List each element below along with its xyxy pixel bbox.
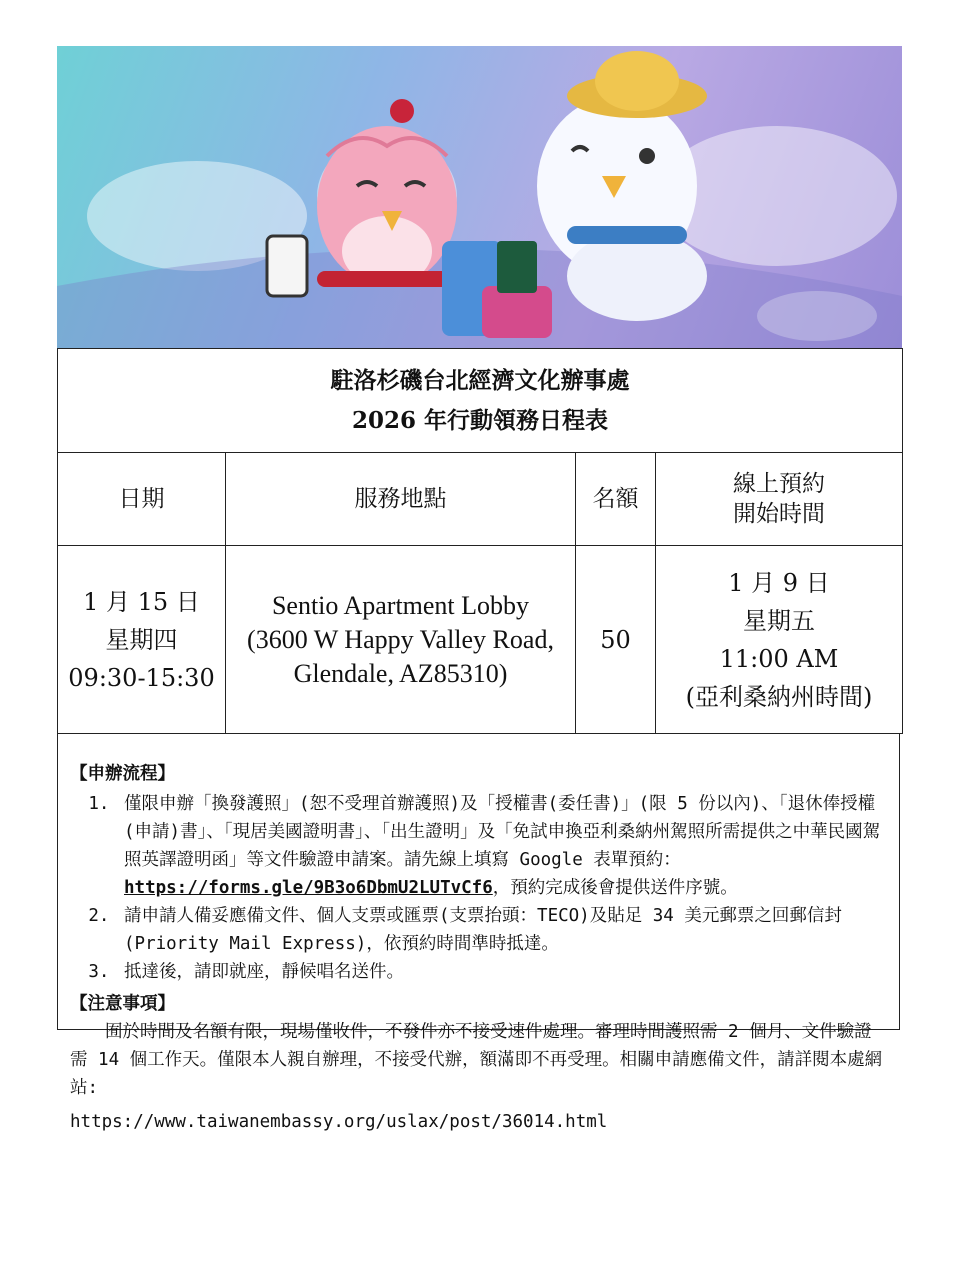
process-step-1 [120, 790, 887, 902]
process-step-3: 3. 抵達後，請即就座，靜候唱名送件。 [120, 958, 887, 986]
step1-tail: ，預約完成後會提供送件序號。 [492, 878, 738, 898]
place-name: Sentio Apartment Lobby [271, 590, 530, 620]
flyer [57, 46, 902, 1132]
col-booking-line2: 開始時間 [733, 501, 825, 527]
notes-section [57, 734, 900, 1132]
booking-weekday: 星期五 [743, 606, 815, 635]
office-name: 駐洛杉磯台北經濟文化辦事處 [330, 366, 630, 394]
date-time: 09:30-15:30 [68, 663, 215, 692]
place-address: (3600 W Happy Valley Road, [247, 624, 554, 654]
cell-booking [656, 546, 903, 734]
step1-text: 僅限申辦「換發護照」(恕不受理首辦護照)及「授權書(委任書)」(限 5 份以內)、「退休俸授權(申請)書」、「現居美國證明書」、「出生證明」及「免試申換亞利桑納州駕照所需提供之中華民國駕照英譯證明函」等文件驗證申請案。請先線上填寫 Google 表單預約： [124, 794, 881, 870]
banner-illustration [57, 46, 902, 348]
col-booking-line1: 線上預約 [733, 471, 825, 497]
booking-timezone: (亞利桑納州時間) [685, 682, 873, 711]
schedule-title: 2026 年行動領務日程表 [351, 406, 609, 434]
process-title: 【申辦流程】 [70, 764, 175, 784]
col-date: 日期 [58, 453, 226, 546]
process-steps [70, 790, 887, 986]
booking-time: 11:00 AM [719, 644, 839, 673]
notice-text: 囿於時間及名額有限，現場僅收件，不發件亦不接受速件處理。審理時間護照需 2 個月、文件驗證需 14 個工作天。僅限本人親自辦理，不接受代辦，額滿即不再受理。相關申請應備文件，請詳閱本處網站: [70, 1022, 883, 1098]
col-place: 服務地點 [226, 453, 576, 546]
date-day: 1 月 15 日 [83, 587, 200, 616]
cell-place [226, 546, 576, 734]
table-title [58, 349, 903, 453]
place-city: Glendale, AZ85310) [293, 658, 508, 688]
date-weekday: 星期四 [105, 625, 178, 654]
col-booking [656, 453, 903, 546]
mascots-image [57, 46, 902, 348]
schedule-table [57, 348, 903, 734]
website-link[interactable]: https://www.taiwanembassy.org/uslax/post/36014.html [70, 1112, 608, 1132]
cell-date [58, 546, 226, 734]
luggage-icon [442, 241, 552, 338]
google-form-link[interactable]: https://forms.gle/9B3o6DbmU2LUTvCf6 [124, 878, 493, 898]
col-quota: 名額 [576, 453, 656, 546]
booking-day: 1 月 9 日 [728, 568, 830, 597]
notice-title: 【注意事項】 [70, 994, 175, 1014]
process-step-2: 2. 請申請人備妥應備文件、個人支票或匯票(支票抬頭：TECO)及貼足 34 美元郵票之回郵信封(Priority Mail Express)，依預約時間準時抵達。 [120, 902, 887, 958]
cell-quota: 50 [576, 546, 656, 734]
